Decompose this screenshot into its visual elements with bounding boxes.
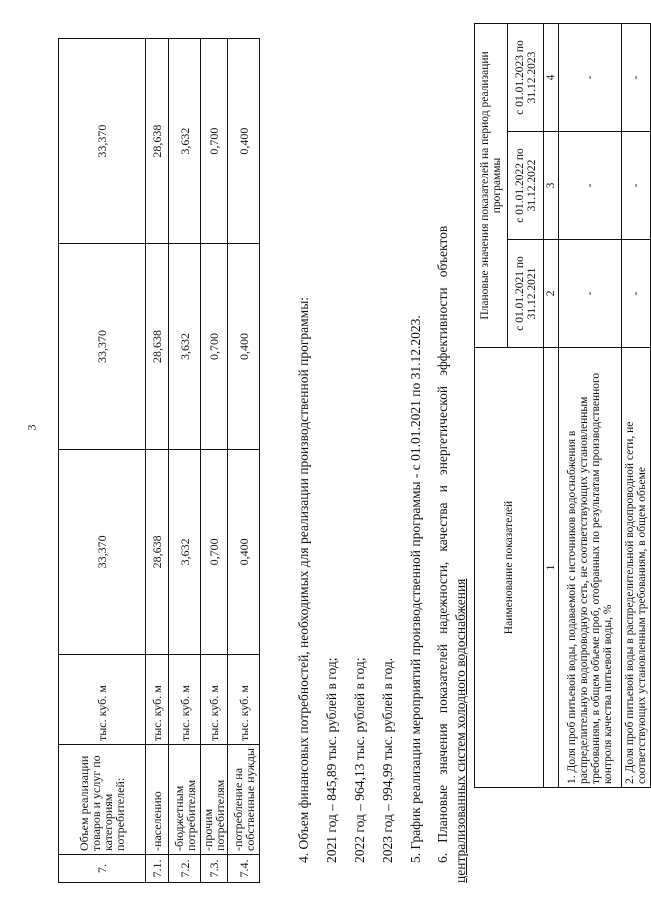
- row-name: -бюджетным потребителям: [169, 745, 201, 855]
- row-number: 7.1.: [146, 855, 169, 883]
- volume-row: [146, 39, 169, 883]
- indicator-row-1-value: -: [559, 24, 622, 132]
- value-2023: 28,638: [146, 39, 169, 244]
- value-2021: 3,632: [169, 449, 201, 654]
- value-2022: 0,400: [228, 244, 260, 449]
- indicator-row-1-name: 1. Доля проб питьевой воды, подаваемой с источников водоснабжения в распределительную водопроводную сеть, не соответствующих установленным требованиям, в общем объеме проб, отобранных по результатам производственного контроля качества питьевой воды, %: [559, 348, 622, 788]
- header-period-2023: с 01.01.2023 по 31.12.2023: [508, 24, 544, 132]
- column-number: 4: [544, 24, 559, 132]
- indicator-row-1-value: -: [559, 132, 622, 240]
- row-name: -прочим потребителям: [201, 745, 228, 855]
- volume-table-body: [59, 39, 260, 883]
- value-2022: 3,632: [169, 244, 201, 449]
- volume-row: [59, 39, 146, 883]
- rotated-page-content: [58, 23, 648, 883]
- section6-heading-line1: 6. Плановые значения показателей надежности, качества и энергетической эффективности объектов: [435, 225, 450, 863]
- row-number: 7.3.: [201, 855, 228, 883]
- row-unit: тыс. куб. м: [59, 655, 146, 745]
- row-name: -потребление на собственные нужды: [228, 745, 260, 855]
- row-number: 7.: [59, 855, 146, 883]
- column-number: 3: [544, 132, 559, 240]
- row-name: -населению: [146, 745, 169, 855]
- indicators-table: [474, 23, 651, 788]
- column-number: 2: [544, 240, 559, 348]
- indicator-row-2-name: 2. Доля проб питьевой воды в распределительной водопроводной сети, не соответствующих установленным требованиям, в общем объеме: [622, 348, 651, 788]
- row-name: Объем реализации товаров и услуг по категориям потребителей:: [59, 745, 146, 855]
- section6-heading-line2: централизованных систем холодного водоснабжения: [453, 578, 468, 883]
- section4-line-2021: 2021 год – 845,89 тыс. рублей в год;: [324, 657, 339, 863]
- value-2023: 3,632: [169, 39, 201, 244]
- volume-table: [58, 38, 260, 883]
- column-number: 1: [544, 348, 559, 788]
- value-2023: 0,400: [228, 39, 260, 244]
- row-unit: тыс. куб. м: [146, 655, 169, 745]
- section4-heading: 4. Объем финансовых потребностей, необходимых для реализации производственной программы:: [296, 296, 311, 863]
- value-2023: 0,700: [201, 39, 228, 244]
- section4-line-2022: 2022 год – 964,13 тыс. рублей в год;: [352, 657, 367, 863]
- volume-row: [201, 39, 228, 883]
- header-period-2022: с 01.01.2022 по 31.12.2022: [508, 132, 544, 240]
- header-indicator-name: Наименование показателей: [475, 348, 544, 788]
- page-number: 3: [24, 424, 39, 431]
- value-2022: 33,370: [59, 244, 146, 449]
- value-2023: 33,370: [59, 39, 146, 244]
- row-unit: тыс. куб. м: [201, 655, 228, 745]
- header-period-2021: с 01.01.2021 по 31.12.2021: [508, 240, 544, 348]
- indicator-row-2-value: -: [622, 132, 651, 240]
- value-2021: 0,700: [201, 449, 228, 654]
- value-2022: 28,638: [146, 244, 169, 449]
- row-number: 7.2.: [169, 855, 201, 883]
- header-planned-values: Плановые значения показателей на период реализации программы: [475, 24, 508, 348]
- value-2022: 0,700: [201, 244, 228, 449]
- value-2021: 33,370: [59, 449, 146, 654]
- volume-row: [169, 39, 201, 883]
- value-2021: 28,638: [146, 449, 169, 654]
- indicator-row-2-value: -: [622, 240, 651, 348]
- row-unit: тыс. куб. м: [169, 655, 201, 745]
- volume-row: [228, 39, 260, 883]
- value-2021: 0,400: [228, 449, 260, 654]
- row-number: 7.4.: [228, 855, 260, 883]
- section5-heading: 5. График реализации мероприятий производственной программы - с 01.01.2021 по 31.12.2023.: [408, 315, 423, 863]
- section4-line-2023: 2023 год – 994,99 тыс. рублей в год.: [380, 657, 395, 863]
- indicator-row-2-value: -: [622, 24, 651, 132]
- row-unit: тыс. куб. м: [228, 655, 260, 745]
- indicator-row-1-value: -: [559, 240, 622, 348]
